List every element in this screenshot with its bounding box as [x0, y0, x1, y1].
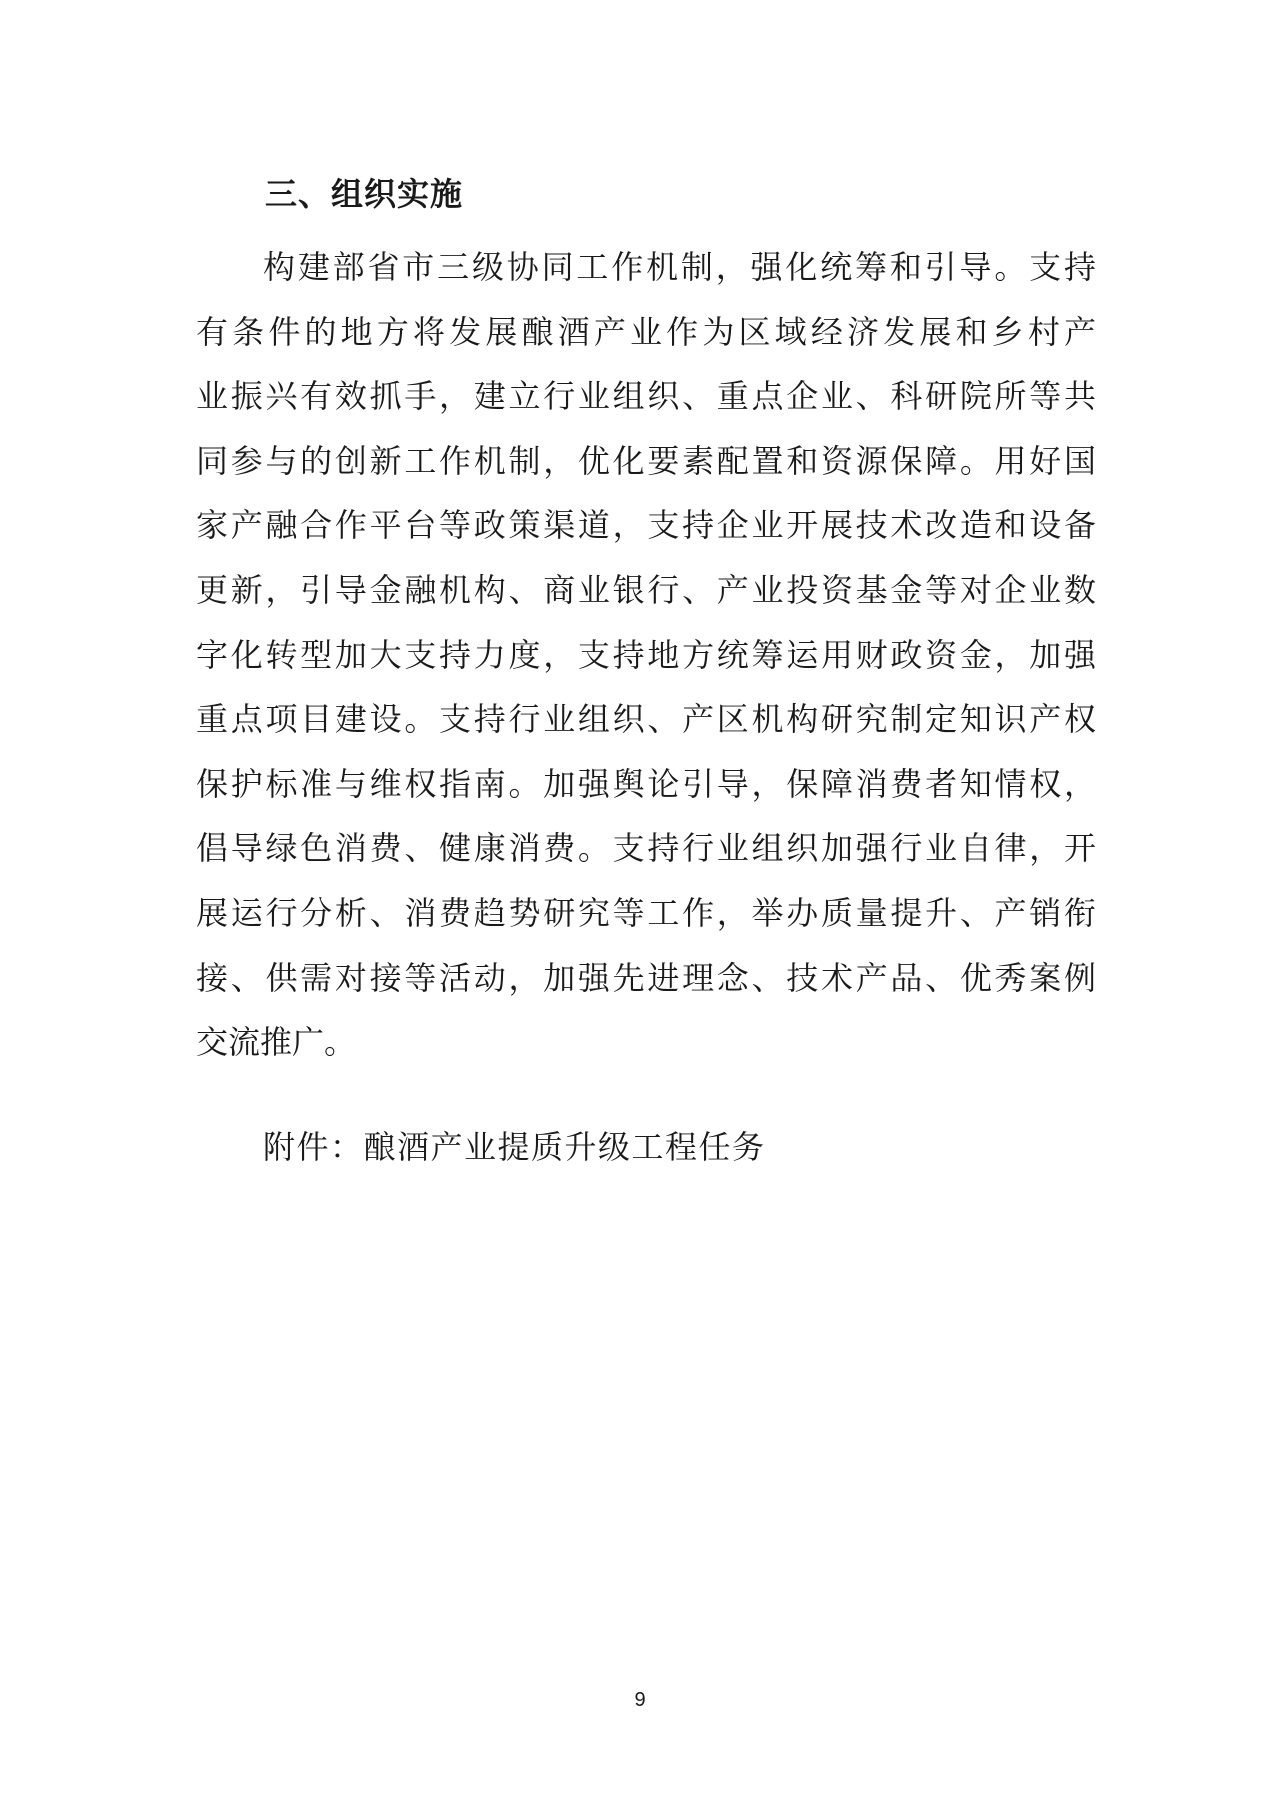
paragraph-line: 倡导绿色消费、健康消费。支持行业组织加强行业自律，开	[196, 829, 1096, 868]
paragraph-line: 交流推广。	[196, 1023, 357, 1062]
paragraph-line: 构建部省市三级协同工作机制，强化统筹和引导。支持	[263, 248, 1096, 286]
paragraph-line: 业振兴有效抓手，建立行业组织、重点企业、科研院所等共	[196, 377, 1096, 416]
paragraph-line: 接、供需对接等活动，加强先进理念、技术产品、优秀案例	[196, 958, 1096, 997]
paragraph-line: 更新，引导金融机构、商业银行、产业投资基金等对企业数	[196, 570, 1096, 609]
attachment-note: 附件：酿酒产业提质升级工程任务	[263, 1128, 766, 1166]
body-paragraph	[196, 235, 1096, 1075]
section-heading: 三、组织实施	[265, 175, 464, 213]
paragraph-line: 重点项目建设。支持行业组织、产区机构研究制定知识产权	[196, 700, 1096, 739]
paragraph-line: 保护标准与维权指南。加强舆论引导，保障消费者知情权，	[196, 764, 1096, 803]
paragraph-line: 家产融合作平台等政策渠道，支持企业开展技术改造和设备	[196, 506, 1096, 545]
paragraph-line: 同参与的创新工作机制，优化要素配置和资源保障。用好国	[196, 441, 1096, 480]
paragraph-line: 有条件的地方将发展酿酒产业作为区域经济发展和乡村产	[196, 312, 1096, 351]
paragraph-line: 字化转型加大支持力度，支持地方统筹运用财政资金，加强	[196, 635, 1096, 674]
paragraph-line: 展运行分析、消费趋势研究等工作，举办质量提升、产销衔	[196, 893, 1096, 932]
page-number: 9	[634, 1689, 646, 1711]
